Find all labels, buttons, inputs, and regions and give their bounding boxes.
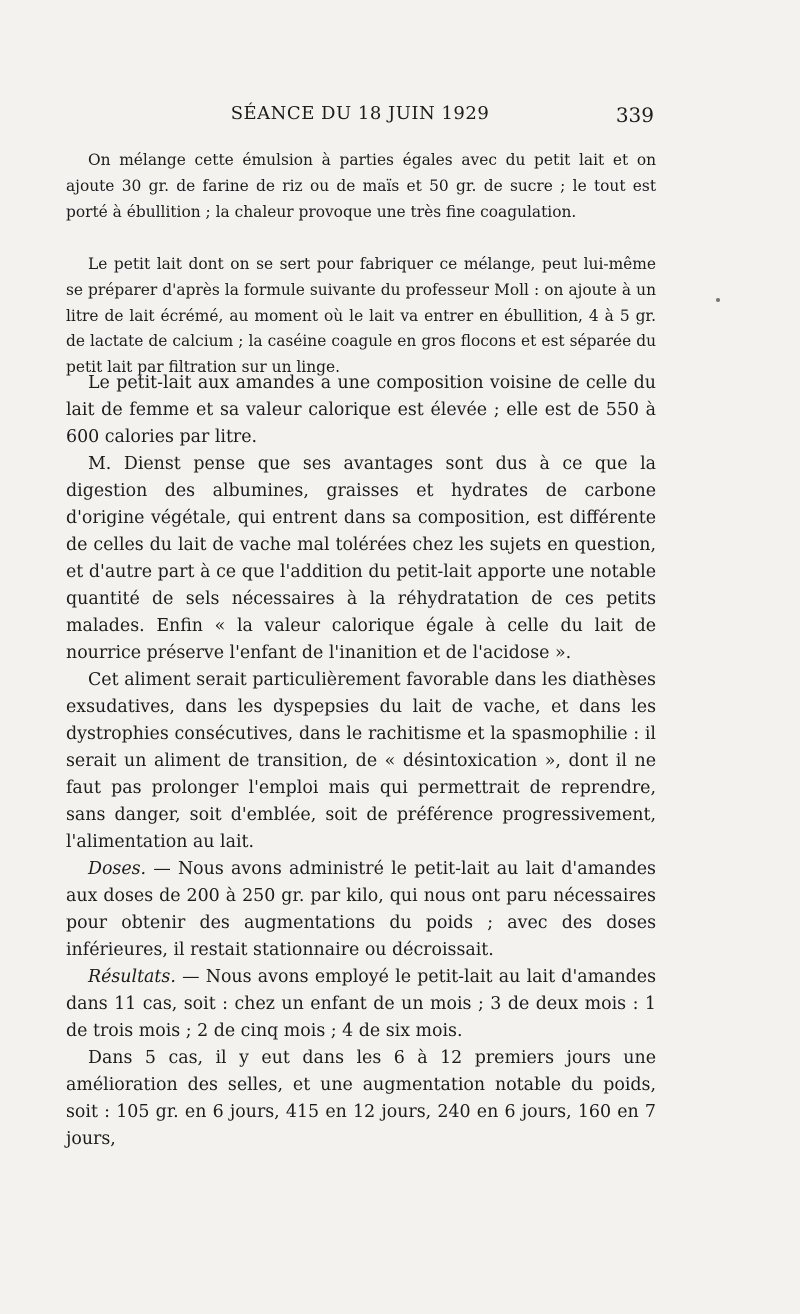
paragraph-3: Cet aliment serait particulièrement favorable dans les diathèses exsudatives, dans les dyspepsies du lait de vache, et dans les dystrophies consécutives, dans le rachitisme et la spasmophilie : il serait un aliment de transition, de « désintoxication », dont il ne faut pas prolonger l'emploi mais qui permettrait de reprendre, sans danger, soit d'emblée, soit de préférence progressivement, l'alimentation au lait. [66, 670, 656, 852]
resultats-text: — Nous avons employé le petit-lait au lait d'amandes dans 11 cas, soit : chez un enfant de un mois ; 3 de deux mois : 1 de trois mois ; 2 de cinq mois ; 4 de six mois. [66, 967, 656, 1041]
header-title: SÉANCE DU 18 JUIN 1929 [230, 103, 490, 124]
resultats-label: Résultats. [88, 967, 176, 987]
paragraph-1: Le petit-lait aux amandes a une composition voisine de celle du lait de femme et sa valeur calorique est élevée ; elle est de 550 à 600 calories par litre. [66, 373, 656, 447]
paragraph-2: M. Dienst pense que ses avantages sont dus à ce que la digestion des albumines, graisses et hydrates de carbone d'origine végétale, qui entrent dans sa composition, est différente de celles du lait de vache mal tolérées chez les sujets en question, et d'autre part à ce que l'addition du petit-lait apporte une notable quantité de sels nécessaires à la réhydratation de ces petits malades. Enfin « la valeur calorique égale à celle du lait de nourrice préserve l'enfant de l'inanition et de l'acidose ». [66, 454, 656, 663]
paragraph-text: On mélange cette émulsion à parties égales avec du petit lait et on ajoute 30 gr. de farine de riz ou de maïs et 50 gr. de sucre ; le tout est porté à ébullition ; la chaleur provoque une très fine coagulation. [66, 151, 656, 221]
paragraph-small-2 [66, 252, 656, 381]
doses-text: — Nous avons administré le petit-lait au lait d'amandes aux doses de 200 à 250 gr. par kilo, qui nous ont paru nécessaires pour obtenir des augmentations du poids ; avec des doses inférieures, il restait stationnaire ou décroissait. [66, 859, 656, 960]
paper-speck [716, 298, 720, 302]
page-number: 339 [615, 103, 654, 127]
doses-label: Doses. [88, 859, 147, 879]
paragraph-small-1 [66, 148, 656, 225]
paragraph-6: Dans 5 cas, il y eut dans les 6 à 12 premiers jours une amélioration des selles, et une augmentation notable du poids, soit : 105 gr. en 6 jours, 415 en 12 jours, 240 en 6 jours, 160 en 7 jours, [66, 1048, 656, 1149]
paragraph-5 [66, 964, 656, 1045]
paragraph-text: Le petit lait dont on se sert pour fabriquer ce mélange, peut lui-même se préparer d'après la formule suivante du professeur Moll : on ajoute à un litre de lait écrémé, au moment où le lait va entrer en ébullition, 4 à 5 gr. de lactate de calcium ; la caséine coagule en gros flocons et est séparée du petit lait par filtration sur un linge. [66, 255, 656, 377]
body-text [66, 370, 656, 1153]
running-header [66, 103, 654, 133]
paragraph-4 [66, 856, 656, 964]
